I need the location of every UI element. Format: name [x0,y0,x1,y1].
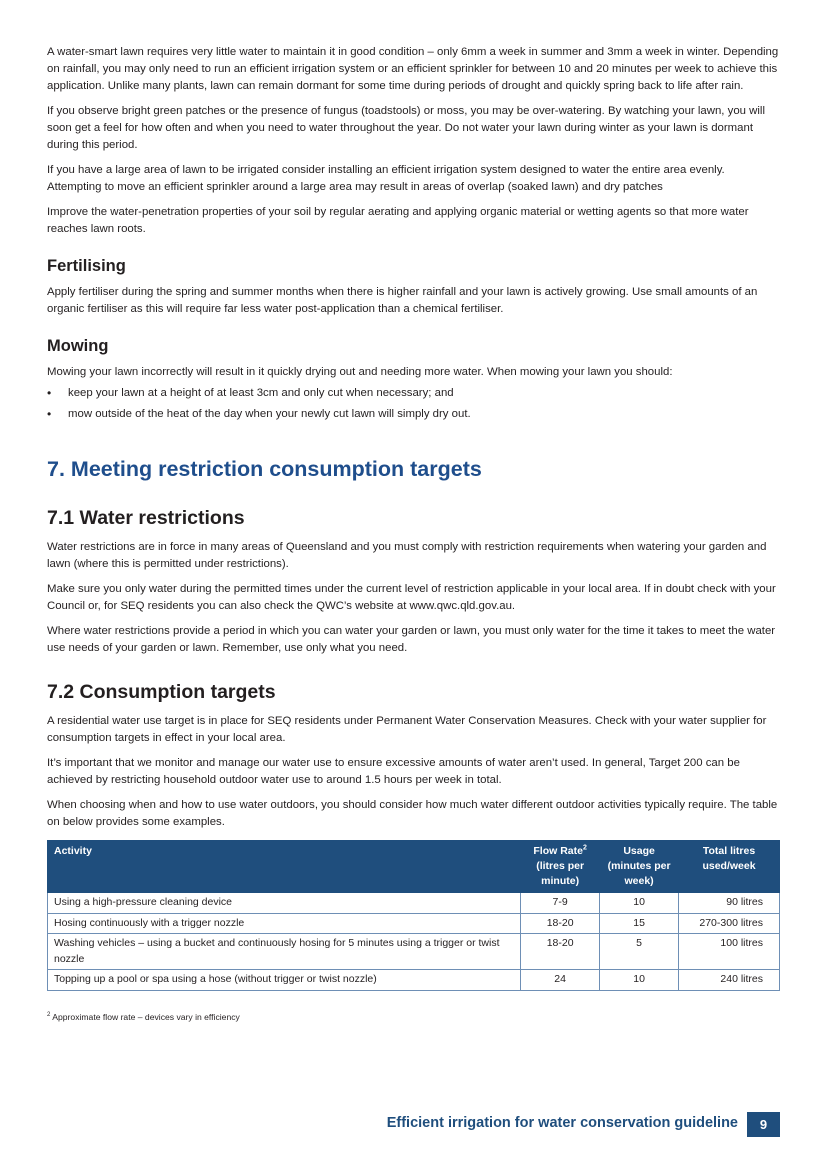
section-7-2-heading: 7.2 Consumption targets [47,681,276,703]
fertilising-heading: Fertilising [47,257,126,275]
header-usage [600,841,679,893]
water-usage-table [47,840,780,991]
footnote-marker: 2 [47,1011,51,1018]
targets-paragraph-1: A residential water use target is in place for SEQ residents under Permanent Water Conservation Measures. Check with your water supplier for consumption targets in effect in your local area. [47,715,767,744]
mowing-text: Mowing your lawn incorrectly will result in it quickly drying out and needing more water. When mowing your lawn you should: [47,366,673,378]
cell-activity: Washing vehicles – using a bucket and continuously hosing for 5 minutes using a trigger or twist nozzle [48,934,521,970]
table-row [48,913,780,934]
cell-activity: Hosing continuously with a trigger nozzle [48,913,521,934]
intro-paragraph-1: A water-smart lawn requires very little water to maintain it in good condition – only 6mm a week in summer and 3mm a week in winter. Depending on rainfall, you may only need to run an efficient irrigation system or an efficient sprinkler for between 10 and 20 minutes per week to achieve this application. Unlike many plants, lawn can remain dormant for some time during periods of drought and quickly spring back to life after rain. [47,46,779,92]
cell-activity: Topping up a pool or spa using a hose (without trigger or twist nozzle) [48,970,521,991]
intro-paragraph-4: Improve the water-penetration properties of your soil by regular aerating and applying organic material or wetting agents so that more water reaches lawn roots. [47,206,749,235]
list-item: • mow outside of the heat of the day when your newly cut lawn will simply dry out. [47,404,780,425]
cell-total: 100 litres [679,934,780,970]
cell-total: 270-300 litres [679,913,780,934]
footnote-text: Approximate flow rate – devices vary in efficiency [52,1011,240,1022]
table-header-row [48,841,780,893]
intro-paragraph-3: If you have a large area of lawn to be irrigated consider installing an efficient irrigation system designed to water the entire area evenly. Attempting to move an efficient sprinkler around a large area may result in areas of overlap (soaked lawn) and dry patches [47,164,725,193]
page-content [47,44,780,1023]
cell-usage: 10 [600,970,679,991]
restrictions-paragraph-1: Water restrictions are in force in many areas of Queensland and you must comply with restriction requirements when watering your garden and lawn (where this is permitted under restrictions). [47,541,767,570]
cell-flow: 18-20 [521,913,600,934]
cell-total: 240 litres [679,970,780,991]
cell-usage: 5 [600,934,679,970]
intro-paragraph-2: If you observe bright green patches or the presence of fungus (toadstools) or moss, you may be over-watering. By watching your lawn, you will soon get a feel for how often and when you need to water throughout the year. Do not water your lawn during winter as your lawn is dormant during this period. [47,105,765,151]
restrictions-paragraph-3: Where water restrictions provide a period in which you can water your garden or lawn, you must only water for the time it takes to meet the water use needs of your garden or lawn. Remember, use only what you need. [47,625,776,654]
page-footer [0,1112,780,1137]
cell-usage: 10 [600,893,679,914]
targets-paragraph-2: It’s important that we monitor and manage our water use to ensure excessive amounts of water aren’t used. In general, Target 200 can be achieved by restricting household outdoor water use to around 1.5 hours per week in total. [47,757,740,786]
mowing-heading: Mowing [47,337,109,355]
cell-activity: Using a high-pressure cleaning device [48,893,521,914]
header-activity: Activity [48,841,521,893]
cell-total: 90 litres [679,893,780,914]
footnote [47,1011,780,1023]
header-usage-label: Usage [623,845,655,857]
section-7-heading: 7. Meeting restriction consumption targets [47,457,482,481]
header-flow-rate-label: Flow Rate [533,845,583,857]
page-number: 9 [747,1112,780,1137]
header-usage-unit: (minutes per week) [607,860,671,887]
footer-title: Efficient irrigation for water conservation guideline [386,1115,738,1131]
cell-usage: 15 [600,913,679,934]
table-row [48,970,780,991]
fertilising-text: Apply fertiliser during the spring and summer months when there is higher rainfall and your lawn is actively growing. Use small amounts of an organic fertiliser as this will require far less water post-application than a chemical fertiliser. [47,286,758,315]
footnote-marker: 2 [582,844,587,852]
header-flow-rate-unit: (litres per minute) [536,860,585,887]
cell-flow: 18-20 [521,934,600,970]
mowing-bullet-list [47,383,780,425]
cell-flow: 7-9 [521,893,600,914]
header-flow-rate [521,841,600,893]
section-7-1-heading: 7.1 Water restrictions [47,507,245,529]
header-total: Total litres used/week [679,841,780,893]
cell-flow: 24 [521,970,600,991]
table-row [48,934,780,970]
restrictions-paragraph-2: Make sure you only water during the permitted times under the current level of restriction applicable in your local area. If in doubt check with your Council or, for SEQ residents you can also check the QWC’s website at www.qwc.qld.gov.au. [47,583,776,612]
table-row [48,893,780,914]
targets-paragraph-3: When choosing when and how to use water outdoors, you should consider how much water different outdoor activities typically require. The table on below provides some examples. [47,799,778,828]
list-item: • keep your lawn at a height of at least 3cm and only cut when necessary; and [47,383,780,404]
